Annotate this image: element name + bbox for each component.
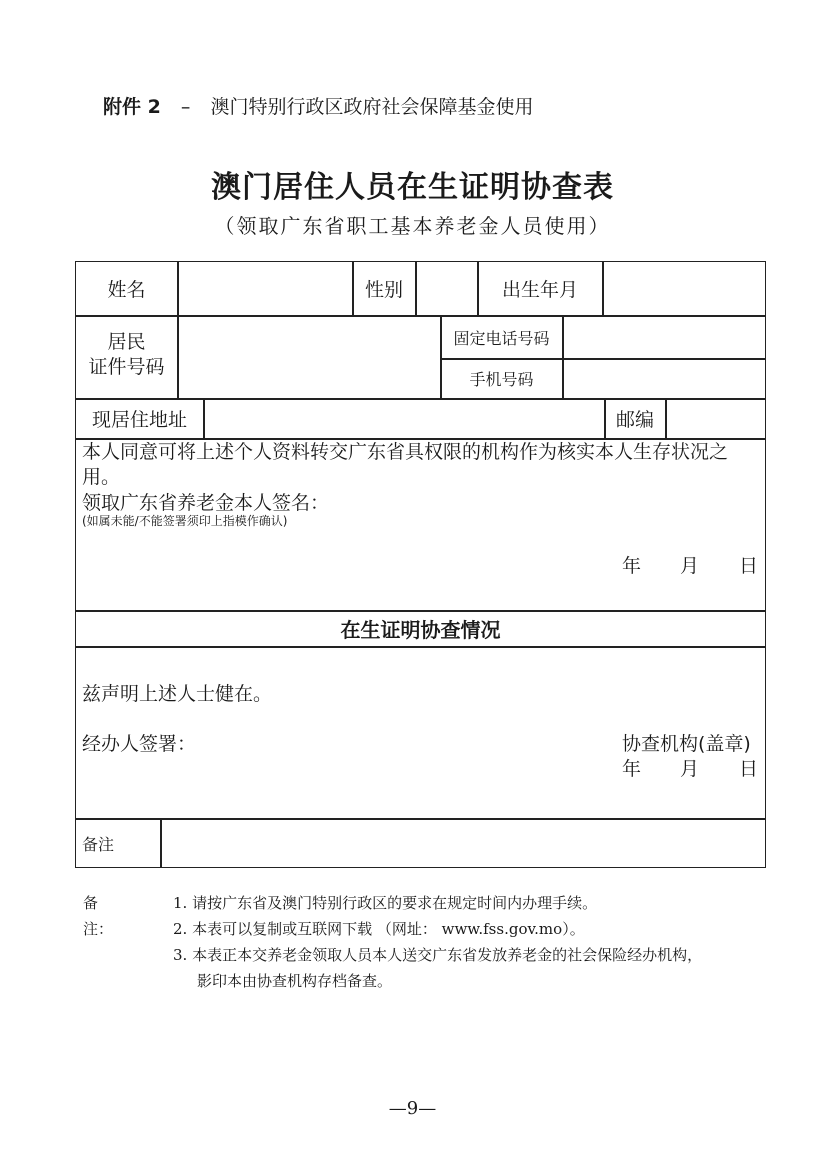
page-number: —9—: [388, 1098, 437, 1119]
handler-signature-label: 经办人签署：: [82, 733, 197, 755]
landline-label: 固定电话号码: [453, 328, 550, 348]
verification-form: [75, 261, 766, 868]
gender-label: 性别: [364, 279, 403, 301]
signature-note: (如属未能/不能签署须印上指模作确认): [82, 514, 288, 528]
consent-text-line2: 用。: [82, 466, 121, 488]
birth-field[interactable]: [603, 262, 765, 315]
address-label: 现居住地址: [91, 409, 187, 431]
header-usage: 澳门特别行政区政府社会保障基金使用: [210, 96, 534, 118]
landline-field[interactable]: [563, 316, 765, 358]
name-field[interactable]: [178, 262, 352, 315]
declaration-text: 兹声明上述人士健在。: [82, 683, 273, 705]
gender-field[interactable]: [416, 262, 477, 315]
remarks-label: 备注: [82, 834, 115, 854]
date-month: 月: [680, 555, 700, 577]
row-divider: [76, 646, 765, 648]
note-item: 2. 本表可以复制或互联网下载 （网址： www.fss.gov.mo）。: [173, 920, 585, 938]
birth-label: 出生年月: [501, 279, 578, 301]
date-day: 日: [739, 555, 759, 577]
header-dash: –: [180, 96, 191, 118]
note-item: 1. 请按广东省及澳门特别行政区的要求在规定时间内办理手续。: [173, 894, 598, 912]
id-label-line1: 居民: [107, 331, 146, 353]
agency-stamp-label: 协查机构(盖章): [622, 733, 751, 755]
attachment-header: [103, 92, 533, 119]
notes-label: 备注：: [83, 894, 114, 938]
section-title: 在生证明协查情况: [340, 618, 501, 642]
signature-label: 领取广东省养老金本人签名：: [82, 492, 330, 514]
attachment-label: 附件 2: [103, 96, 161, 118]
note-item: 影印本由协查机构存档备查。: [197, 972, 393, 990]
agency-date-year: 年: [622, 758, 642, 780]
agency-date-day: 日: [739, 758, 759, 780]
id-label: [76, 330, 177, 380]
id-number-field[interactable]: [178, 316, 440, 398]
address-field[interactable]: [204, 399, 604, 438]
postcode-label: 邮编: [615, 409, 654, 431]
consent-text-line1: 本人同意可将上述个人资料转交广东省具权限的机构作为核实本人生存状况之: [82, 441, 729, 463]
note-item: 3. 本表正本交养老金领取人员本人送交广东省发放养老金的社会保险经办机构，: [173, 946, 703, 964]
postcode-field[interactable]: [666, 399, 765, 438]
page-title: 澳门居住人员在生证明协查表: [211, 170, 614, 205]
page-subtitle: （领取广东省职工基本养老金人员使用）: [214, 214, 611, 238]
date-year: 年: [622, 555, 642, 577]
mobile-label: 手机号码: [469, 370, 534, 389]
name-label: 姓名: [107, 279, 146, 301]
id-label-line2: 证件号码: [88, 356, 165, 378]
agency-date-month: 月: [680, 758, 700, 780]
mobile-field[interactable]: [563, 359, 765, 398]
remarks-field[interactable]: [161, 819, 765, 867]
